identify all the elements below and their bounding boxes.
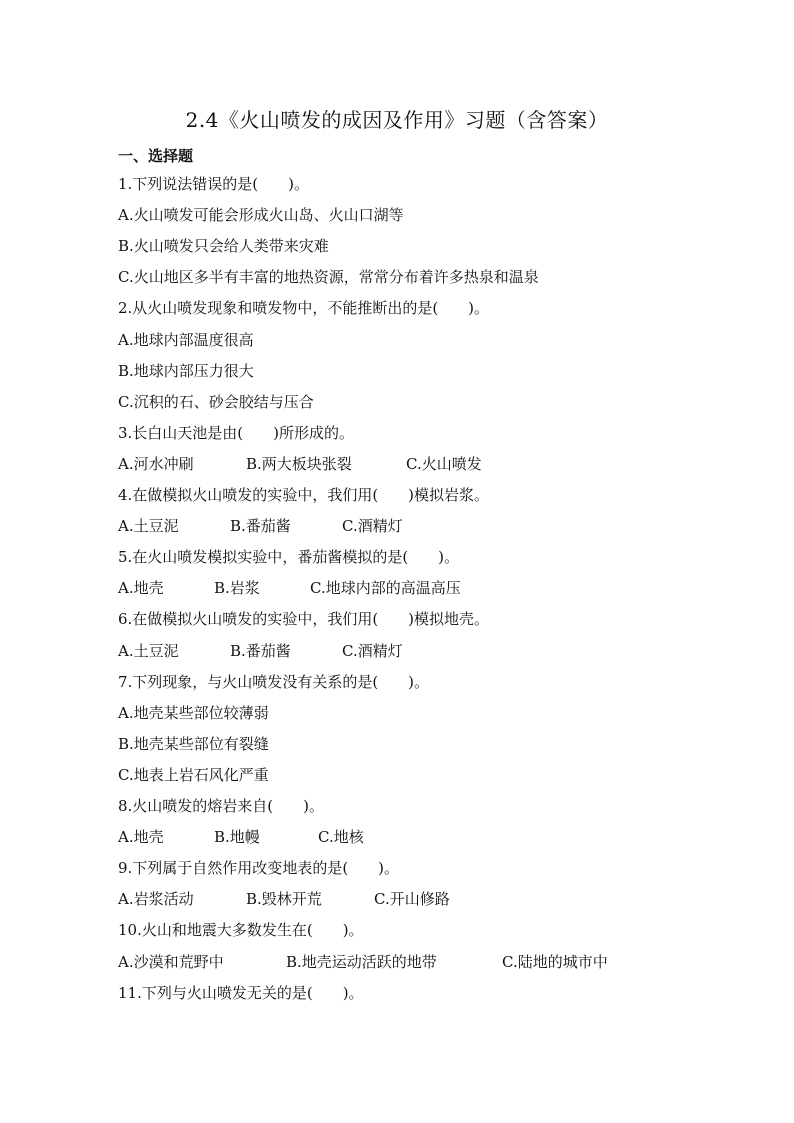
question-stem: 9.下列属于自然作用改变地表的是( )。 (118, 859, 400, 878)
question-stem: 6.在做模拟火山喷发的实验中，我们用( )模拟地壳。 (118, 610, 490, 629)
option-line: C.地表上岩石风化严重 (118, 765, 269, 784)
question-stem: 3.长白山天池是由( )所形成的。 (118, 423, 355, 442)
question-stem: 5.在火山喷发模拟实验中，番茄酱模拟的是( )。 (118, 548, 460, 567)
option-text: B.毁林开荒 (246, 890, 322, 909)
option-text: B.两大板块张裂 (246, 454, 352, 473)
option-line: C.火山地区多半有丰富的地热资源，常常分布着许多热泉和温泉 (118, 268, 539, 287)
option-text: B.番茄酱 (230, 641, 291, 660)
option-text: A.地壳 (118, 828, 164, 847)
question-stem: 7.下列现象，与火山喷发没有关系的是( )。 (118, 672, 430, 691)
question-stem: 10.火山和地震大多数发生在( )。 (118, 921, 364, 940)
option-text: B.地幔 (214, 828, 260, 847)
option-text: C.地球内部的高温高压 (310, 579, 461, 598)
section-heading: 一、选择题 (118, 147, 194, 165)
option-text: A.地壳 (118, 579, 164, 598)
options-row (0, 453, 794, 475)
option-line: C.沉积的石、砂会胶结与压合 (118, 392, 314, 411)
options-row (0, 951, 794, 973)
option-text: A.沙漠和荒野中 (118, 952, 224, 971)
option-text: B.番茄酱 (230, 517, 291, 536)
option-line: A.地球内部温度很高 (118, 330, 254, 349)
option-text: C.火山喷发 (406, 454, 482, 473)
option-text: A.土豆泥 (118, 641, 179, 660)
options-row (0, 577, 794, 599)
question-stem: 1.下列说法错误的是( )。 (118, 175, 310, 193)
question-stem: 8.火山喷发的熔岩来自( )。 (118, 797, 325, 815)
option-line: A.火山喷发可能会形成火山岛、火山口湖等 (118, 206, 404, 225)
option-text: C.陆地的城市中 (502, 952, 608, 971)
option-text: C.酒精灯 (342, 517, 403, 536)
options-row (0, 640, 794, 662)
option-line: A.地壳某些部位较薄弱 (118, 703, 269, 722)
option-line: B.地壳某些部位有裂缝 (118, 734, 269, 753)
option-text: C.开山修路 (374, 890, 450, 909)
option-text: A.土豆泥 (118, 517, 179, 536)
option-text: A.河水冲刷 (118, 454, 194, 473)
option-text: B.地壳运动活跃的地带 (286, 952, 437, 971)
option-text: A.岩浆活动 (118, 890, 194, 909)
question-stem: 4.在做模拟火山喷发的实验中，我们用( )模拟岩浆。 (118, 486, 490, 504)
options-row (0, 515, 794, 537)
question-stem: 2.从火山喷发现象和喷发物中，不能推断出的是( )。 (118, 299, 490, 318)
option-text: C.酒精灯 (342, 641, 403, 660)
document-title: 2.4《火山喷发的成因及作用》习题（含答案） (185, 108, 609, 132)
question-stem: 11.下列与火山喷发无关的是( )。 (118, 983, 364, 1002)
options-row (0, 888, 794, 910)
option-line: B.火山喷发只会给人类带来灾难 (118, 237, 329, 256)
option-text: B.岩浆 (214, 579, 260, 598)
option-line: B.地球内部压力很大 (118, 361, 254, 380)
option-text: C.地核 (318, 828, 364, 847)
options-row (0, 826, 794, 848)
